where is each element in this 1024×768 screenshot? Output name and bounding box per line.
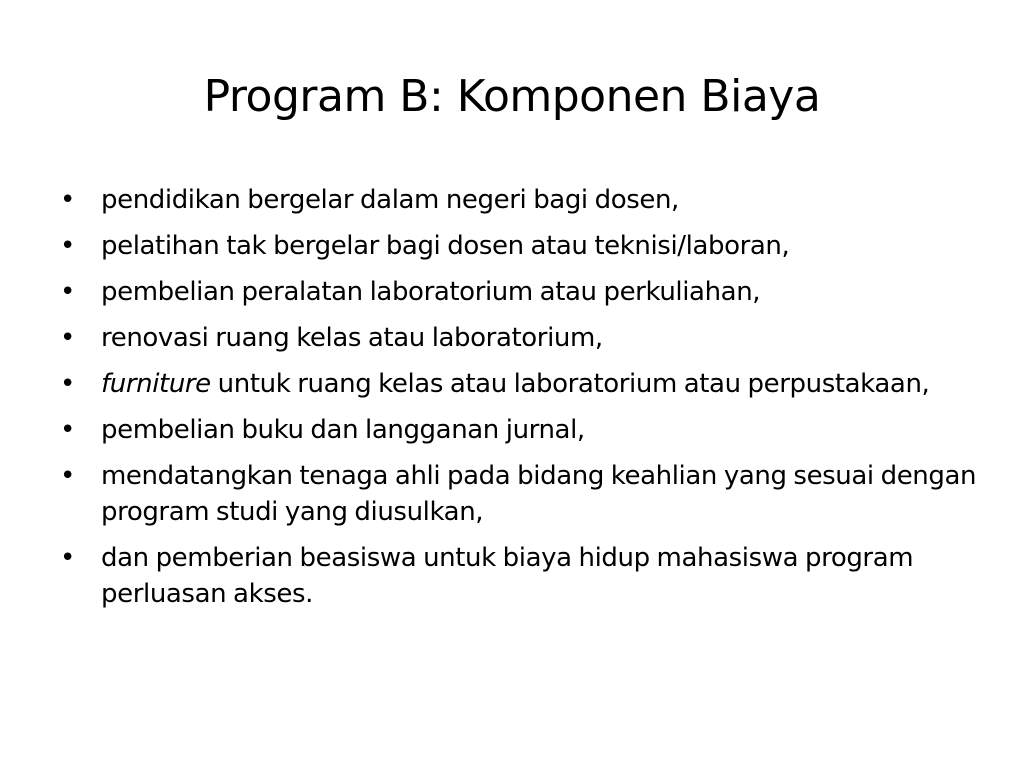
list-item bbox=[60, 540, 1010, 612]
list-item bbox=[60, 458, 1010, 530]
bullet-icon: • bbox=[60, 543, 75, 573]
list-item-text: untuk ruang kelas atau laboratorium atau perpustakaan, bbox=[210, 369, 930, 399]
bullet-list bbox=[60, 182, 1010, 622]
list-item bbox=[60, 366, 1010, 402]
bullet-icon: • bbox=[60, 277, 75, 307]
list-item bbox=[60, 320, 1010, 356]
slide-title: Program B: Komponen Biaya bbox=[203, 71, 821, 122]
list-item-text: pembelian buku dan langganan jurnal, bbox=[101, 415, 585, 445]
bullet-icon: • bbox=[60, 185, 75, 215]
list-item-text: pendidikan bergelar dalam negeri bagi dosen, bbox=[101, 185, 679, 215]
list-item-text: pelatihan tak bergelar bagi dosen atau teknisi/laboran, bbox=[101, 231, 790, 261]
list-item-text: dan pemberian beasiswa untuk biaya hidup mahasiswa program perluasan akses. bbox=[101, 543, 914, 609]
bullet-icon: • bbox=[60, 369, 75, 399]
list-item bbox=[60, 228, 1010, 264]
list-item bbox=[60, 412, 1010, 448]
list-item-text: renovasi ruang kelas atau laboratorium, bbox=[101, 323, 603, 353]
bullet-icon: • bbox=[60, 415, 75, 445]
list-item-text: pembelian peralatan laboratorium atau perkuliahan, bbox=[101, 277, 761, 307]
bullet-icon: • bbox=[60, 461, 75, 491]
list-item bbox=[60, 274, 1010, 310]
bullet-icon: • bbox=[60, 323, 75, 353]
list-item bbox=[60, 182, 1010, 218]
list-item-emphasis: furniture bbox=[101, 369, 211, 399]
bullet-icon: • bbox=[60, 231, 75, 261]
list-item-text: mendatangkan tenaga ahli pada bidang keahlian yang sesuai dengan program studi yang diusulkan, bbox=[101, 461, 977, 527]
